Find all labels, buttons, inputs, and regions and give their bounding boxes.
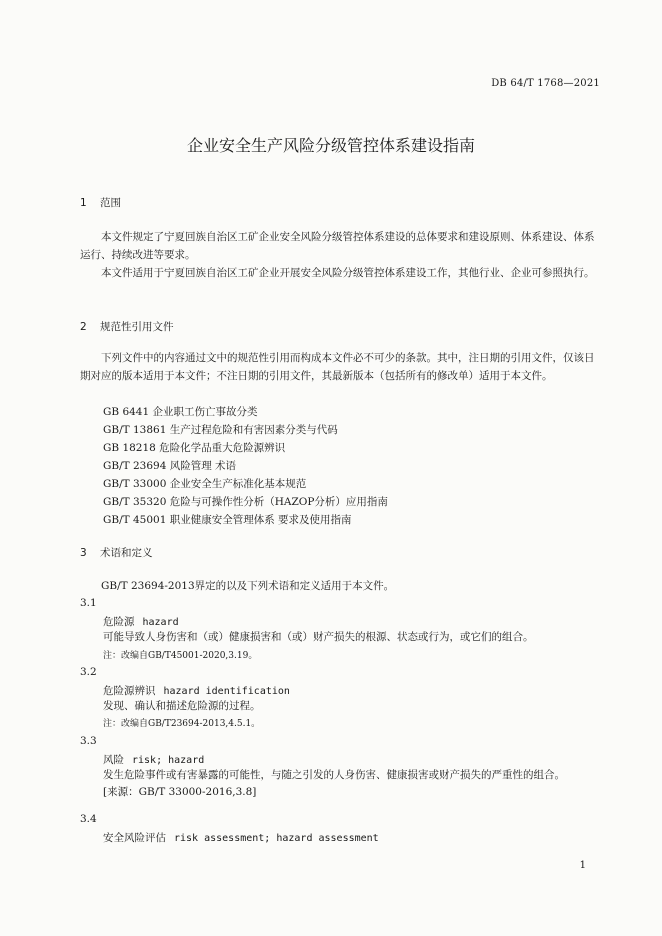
term-number: 3.2 — [80, 666, 97, 678]
term-heading — [103, 683, 290, 698]
section-1-number: 1 — [80, 197, 87, 209]
section-1-title: 范围 — [100, 197, 121, 209]
scope-paragraph-1: 本文件规定了宁夏回族自治区工矿企业安全风险分级管控体系建设的总体要求和建设原则、体系建设、体系运行、持续改进等要求。 — [80, 231, 595, 261]
reference-item: GB 18218 危险化学品重大危险源辨识 — [103, 442, 286, 454]
section-1-heading — [80, 195, 121, 210]
term-heading — [103, 752, 204, 767]
term-en: risk assessment; hazard assessment — [174, 833, 379, 844]
section-2-number: 2 — [80, 321, 87, 333]
reference-item: GB 6441 企业职工伤亡事故分类 — [103, 406, 258, 418]
section-3-number: 3 — [80, 547, 87, 559]
term-zh: 风险 — [103, 754, 124, 766]
reference-item: GB/T 33000 企业安全生产标准化基本规范 — [103, 478, 307, 490]
term-definition: 可能导致人身伤害和（或）健康损害和（或）财产损失的根源、状态或行为，或它们的组合。 — [103, 631, 534, 643]
standard-code: DB 64/T 1768—2021 — [491, 78, 600, 89]
references-intro: 下列文件中的内容通过文中的规范性引用而构成本文件必不可少的条款。其中，注日期的引用文件，仅该日期对应的版本适用于本文件；不注日期的引用文件，其最新版本（包括所有的修改单）适用于本文件。 — [80, 352, 595, 382]
term-zh: 危险源辨识 — [103, 685, 156, 697]
reference-item: GB/T 35320 危险与可操作性分析（HAZOP分析）应用指南 — [103, 496, 388, 508]
term-definition: 发生危险事件或有害暴露的可能性，与随之引发的人身伤害、健康损害或财产损失的严重性的组合。 — [103, 769, 565, 781]
term-heading — [103, 830, 379, 845]
reference-item: GB/T 13861 生产过程危险和有害因素分类与代码 — [103, 424, 338, 436]
reference-item: GB/T 45001 职业健康安全管理体系 要求及使用指南 — [103, 514, 352, 526]
term-heading — [103, 614, 179, 629]
term-zh: 危险源 — [103, 616, 135, 628]
term-en: hazard — [142, 617, 179, 628]
term-number: 3.1 — [80, 597, 97, 609]
term-en: risk; hazard — [132, 755, 205, 766]
section-2-heading — [80, 319, 174, 334]
term-note: 注：改编自GB/T23694-2013,4.5.1。 — [103, 719, 261, 729]
scope-paragraph-2: 本文件适用于宁夏回族自治区工矿企业开展安全风险分级管控体系建设工作，其他行业、企业可参照执行。 — [101, 267, 595, 279]
term-number: 3.4 — [80, 813, 97, 825]
section-3-heading — [80, 545, 153, 560]
reference-item: GB/T 23694 风险管理 术语 — [103, 460, 237, 472]
term-source: [来源：GB/T 33000-2016,3.8] — [103, 786, 257, 798]
term-en: hazard identification — [163, 686, 290, 697]
term-zh: 安全风险评估 — [103, 832, 166, 844]
terms-intro: GB/T 23694-2013界定的以及下列术语和定义适用于本文件。 — [101, 580, 395, 592]
section-3-title: 术语和定义 — [100, 547, 153, 559]
term-number: 3.3 — [80, 735, 97, 747]
section-2-title: 规范性引用文件 — [100, 321, 174, 333]
term-definition: 发现、确认和描述危险源的过程。 — [103, 700, 261, 712]
document-title: 企业安全生产风险分级管控体系建设指南 — [186, 136, 475, 155]
term-note: 注：改编自GB/T45001-2020,3.19。 — [103, 651, 258, 661]
page-number: 1 — [579, 860, 586, 871]
